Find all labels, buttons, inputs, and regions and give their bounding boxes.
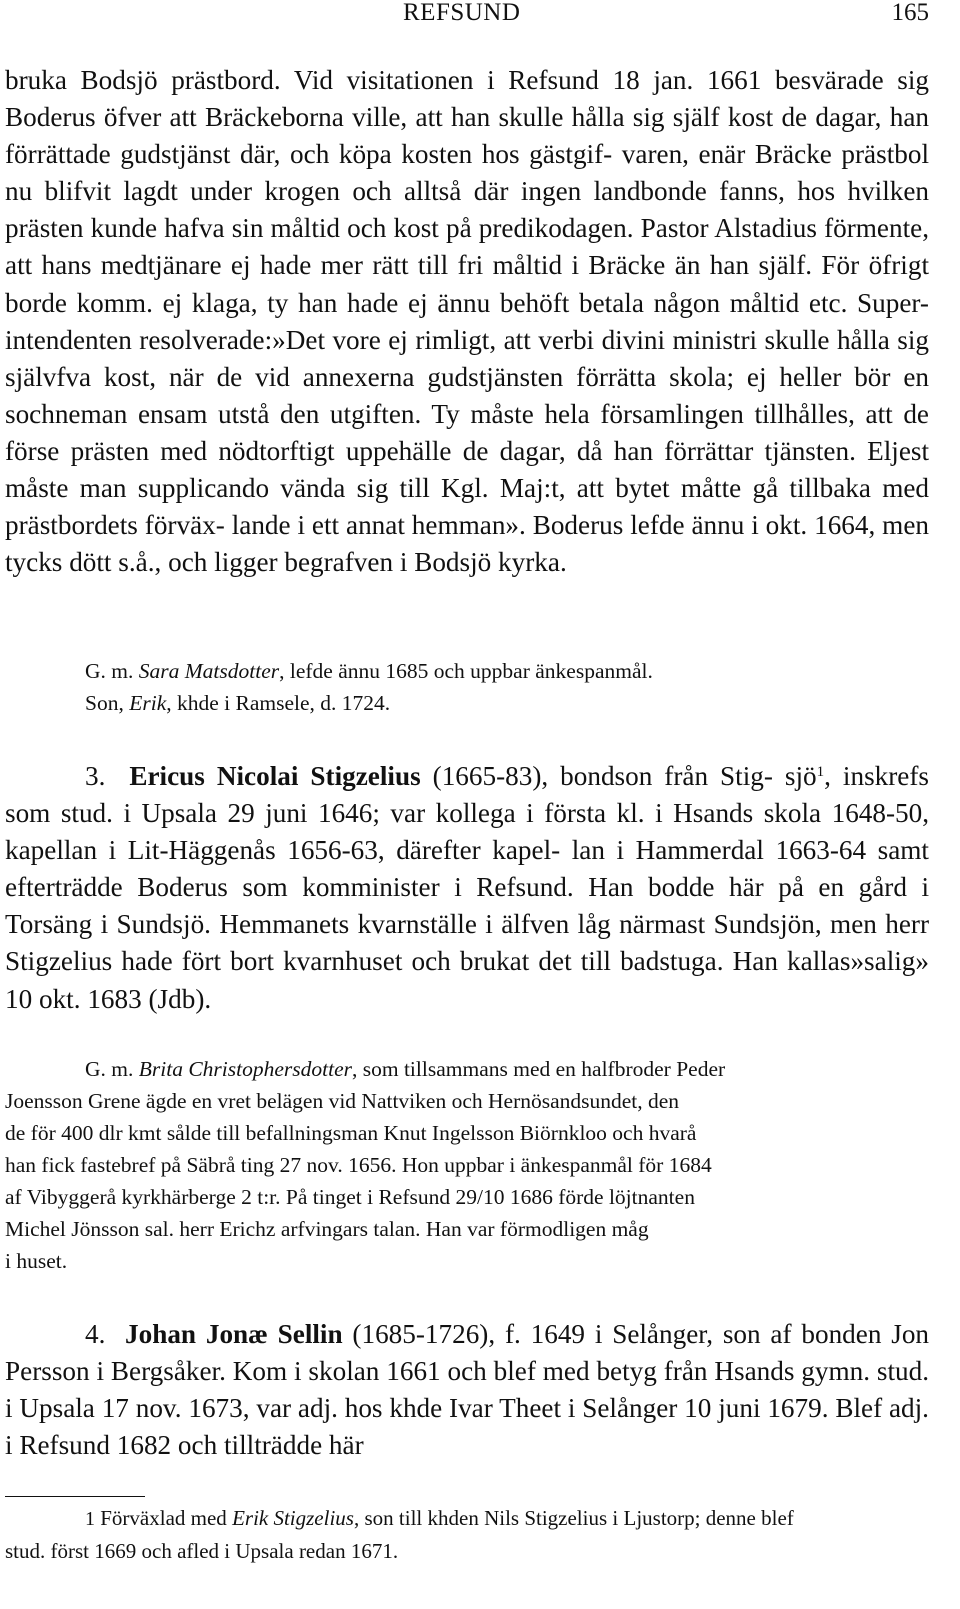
text-span: sig Boderus öfver att Bräckeborna ville, att han skulle hålla sig själf bbox=[5, 65, 930, 133]
entry-name: Johan Jonæ Sellin bbox=[125, 1319, 343, 1349]
entry-number: 3. bbox=[85, 761, 106, 791]
footnote-line bbox=[5, 1502, 929, 1535]
text-span: skulle hålla sig självfva kost, när de vid annexerna gudstjänsten förrätta bbox=[5, 324, 929, 392]
text-span: (1665-83), bondson från Stig- bbox=[420, 761, 773, 791]
text-span: kvarnställe i älfven låg närmast Sundsjön, men herr Stigzelius hade fört bbox=[5, 909, 930, 977]
spouse-name: Sara Matsdotter bbox=[138, 659, 280, 683]
entry-stigzelius bbox=[5, 758, 929, 1018]
text-span: Son, bbox=[85, 691, 130, 715]
footnote-mark: 1 bbox=[85, 1508, 95, 1530]
text-span: på predikodagen. Pastor Alstadius förmente, att hans medtjänare ej bbox=[5, 213, 929, 281]
text-span: G. m. bbox=[85, 659, 139, 683]
text-span: Hsands skola 1648-50, kapellan i Lit-Häggenås 1656-63, därefter kapel- bbox=[5, 798, 930, 866]
text-span: G. m. bbox=[85, 1057, 139, 1081]
text-line: af Vibyggerå kyrkhärberge 2 t:r. På tinget i Refsund 29/10 1686 förde löjtnanten bbox=[5, 1185, 695, 1209]
footnote-line: stud. först 1669 och afled i Upsala redan 1671. bbox=[5, 1539, 399, 1563]
text-span: bonden Jon Persson i Bergsåker. Kom i skolan 1661 och blef med betyg bbox=[5, 1319, 930, 1387]
text-span: bruka Bodsjö prästbord. Vid visitationen i Refsund 18 jan. 1661 besvärade bbox=[5, 65, 884, 95]
running-head bbox=[0, 0, 960, 28]
text-span: , son till khden Nils Stigzelius i Ljustorp; denne blef bbox=[353, 1506, 794, 1530]
text-span: , inskrefs som stud. i Upsala 29 juni 1646; var kollega i första kl. i bbox=[5, 761, 929, 829]
spouse-name: Brita Christophersdotter bbox=[138, 1057, 352, 1081]
text-span: från Hsands gymn. stud. i Upsala 17 nov. 1673, var adj. hos khde Ivar bbox=[5, 1356, 929, 1424]
entry-text bbox=[5, 1316, 929, 1464]
text-line bbox=[5, 1053, 929, 1085]
text-line: Joensson Grene ägde en vret belägen vid Nattviken och Hernösandsundet, den bbox=[5, 1089, 680, 1113]
entry-name: Ericus Nicolai Stigzelius bbox=[129, 761, 421, 791]
text-span: de dagar, då han förrättar tjänsten. Eljest måste man supplicando vända bbox=[5, 435, 930, 504]
son-line bbox=[85, 687, 929, 719]
paragraph-boderus bbox=[5, 62, 929, 581]
footnote-name: Erik Stigzelius bbox=[232, 1506, 354, 1530]
text-span: ej klaga, ty han hade ej ännu behöft betala någon måltid etc. Super- bbox=[162, 287, 929, 318]
text-span: , lefde ännu 1685 och uppbar änkespanmål. bbox=[279, 659, 653, 683]
entry-number: 4. bbox=[85, 1319, 106, 1349]
text-span: hela församlingen tillhålles, att de förse prästen med nödtorftigt uppehälle bbox=[5, 398, 929, 466]
text-span: hade mer rätt till fri måltid i Bräcke än han själf. För öfrigt borde komm. bbox=[5, 250, 929, 318]
text-line bbox=[5, 62, 929, 581]
text-line: Michel Jönsson sal. herr Erichz arfvingars talan. Han var förmodligen måg bbox=[5, 1217, 649, 1241]
text-span: (1685-1726), f. 1649 i Selånger, son af bbox=[342, 1319, 792, 1349]
text-span: , som tillsammans med en halfbroder Peder bbox=[351, 1057, 726, 1081]
text-span: skola; ej heller bör en sochneman ensam utstå den utgiften. Ty måste bbox=[5, 361, 930, 429]
entry-text bbox=[5, 758, 929, 1018]
text-span: Refsund. Han bodde här på en gård i Torsäng i Sundsjö. Hemmanets bbox=[5, 872, 929, 940]
text-span: bort kvarnhuset och brukat det till badstuga. Han kallas»salig» 10 okt. bbox=[5, 946, 929, 1014]
spouse-note-brita bbox=[5, 1053, 929, 1277]
text-span: dött s.å., och ligger begrafven i Bodsjö kyrka. bbox=[69, 547, 567, 578]
text-span: Förväxlad med bbox=[95, 1506, 233, 1530]
text-span: 1683 (Jdb). bbox=[87, 983, 212, 1014]
spouse-note-sara bbox=[5, 655, 929, 719]
entry-sellin bbox=[5, 1316, 929, 1464]
text-span: lan i Hammerdal 1663-64 samt efterträdde Boderus som komminister i bbox=[5, 835, 929, 903]
footnote-reference[interactable]: 1 bbox=[816, 764, 825, 780]
son-name: Erik bbox=[129, 691, 167, 715]
text-span: sjö bbox=[784, 761, 817, 791]
text-span: kost de dagar, han förrättade gudstjänst där, och köpa kosten hos gästgif- bbox=[5, 102, 930, 170]
text-span: varen, enär Bräcke prästbol nu blifvit lagdt under krogen och alltså där bbox=[5, 139, 930, 207]
text-line: de för 400 dlr kmt sålde till befallningsman Knut Ingelsson Biörnkloo och hvarå bbox=[5, 1121, 697, 1145]
text-span: sig till Kgl. Maj:t, att bytet måtte gå tillbaka med prästbordets förväx- bbox=[5, 473, 930, 541]
text-line: han fick fastebref på Säbrå ting 27 nov. 1656. Hon uppbar i änkespanmål för 1684 bbox=[5, 1153, 712, 1177]
text-span: , khde i Ramsele, d. 1724. bbox=[166, 691, 391, 715]
page-number: 165 bbox=[891, 0, 929, 26]
spouse-line bbox=[85, 655, 929, 687]
text-span: ingen landbonde fanns, hos hvilken prästen kunde hafva sin måltid och kost bbox=[5, 176, 930, 244]
text-line: i huset. bbox=[5, 1249, 68, 1273]
text-span: intendenten resolverade:»Det vore ej rimligt, att verbi divini ministri bbox=[5, 324, 758, 355]
text-span: Theet i Selånger 10 juni 1679. Blef adj. i Refsund 1682 och tillträdde här bbox=[5, 1393, 929, 1461]
text-span: lande i ett annat hemman». Boderus lefde ännu i okt. 1664, men tycks bbox=[5, 510, 929, 578]
footnote-divider bbox=[5, 1496, 145, 1497]
running-title: REFSUND bbox=[403, 0, 521, 26]
footnote bbox=[5, 1502, 929, 1567]
